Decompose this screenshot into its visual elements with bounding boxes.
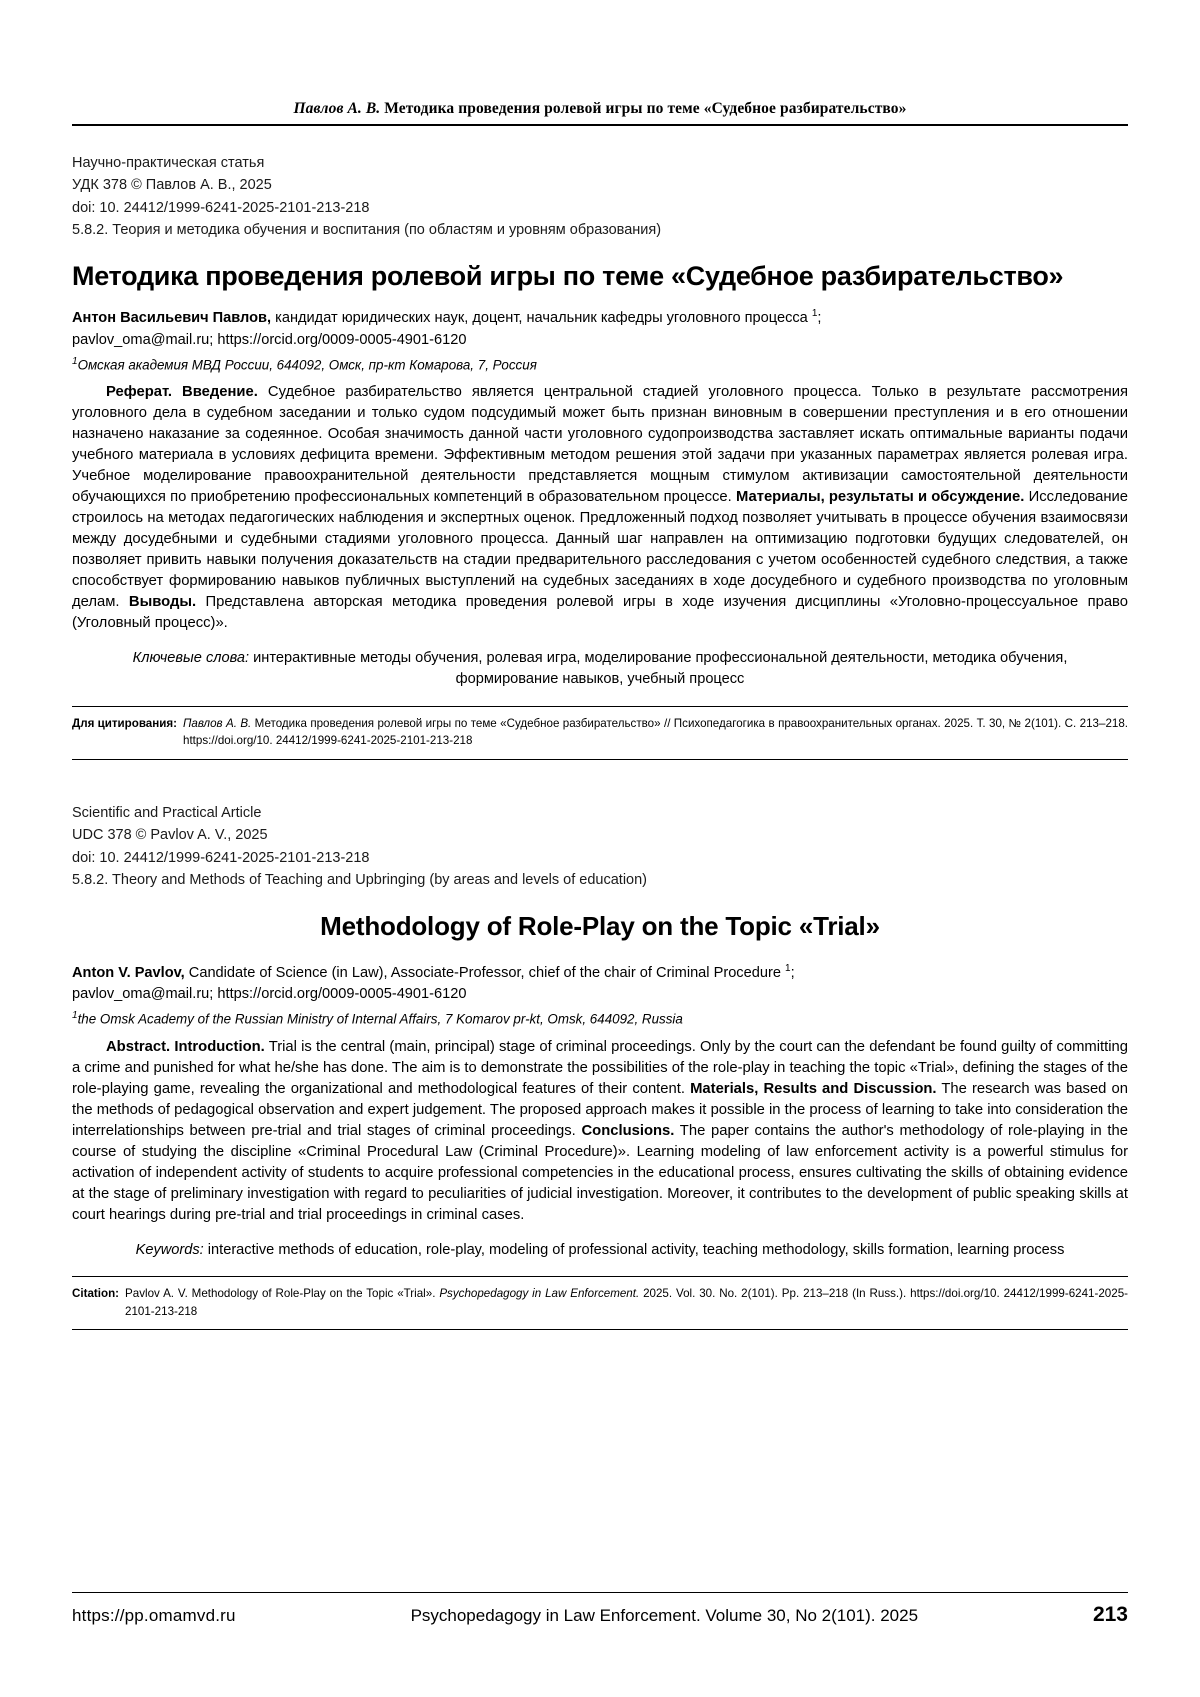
abstract-ru-b2: Материалы, результаты и обсуждение. <box>735 489 1025 506</box>
author-en <box>72 961 1128 1007</box>
running-head <box>72 100 1128 124</box>
meta-ru-line-2: УДК 378 © Павлов А. В., 2025 <box>72 177 272 194</box>
article-title-en: Methodology of Role-Play on the Topic «Trial» <box>320 911 880 942</box>
citation-ru-author: Павлов А. В. <box>183 716 252 730</box>
article-title-ru: Методика проведения ролевой игры по теме «Судебное разбирательство» <box>72 260 1064 291</box>
affiliation-text-en: the Omsk Academy of the Russian Ministry of Internal Affairs, 7 Komarov pr-kt, Omsk, 644092, Russia <box>77 1011 683 1027</box>
keywords-ru-label: Ключевые слова: <box>132 650 250 667</box>
meta-ru-line-3: doi: 10. 24412/1999-6241-2025-2101-213-218 <box>72 199 370 216</box>
meta-en-line-1: Scientific and Practical Article <box>72 804 262 821</box>
affiliation-ru <box>72 356 1128 372</box>
meta-en-line-2: UDC 378 © Pavlov A. V., 2025 <box>72 827 268 844</box>
author-name-en: Anton V. Pavlov, <box>72 964 185 981</box>
keywords-en <box>106 1240 1094 1261</box>
abstract-ru-p3: Представлена авторская методика проведения ролевой игры в ходе изучения дисциплины «Уголовно-процессуальное право (Уголовный процесс)». <box>72 594 1128 632</box>
footer-journal: Psychopedagogy in Law Enforcement. Volume 30, No 2(101). 2025 <box>410 1606 919 1625</box>
abstract-ru-lead: Реферат. Введение. <box>106 384 258 401</box>
citation-en-journal: Psychopedagogy in Law Enforcement. <box>439 1287 640 1301</box>
citation-ru-body: Методика проведения ролевой игры по теме «Судебное разбирательство» // Психопедагогика в правоохранительных органах. 2025. Т. 30, № 2(101). С. 213–218. https://doi.org/10. 24412/1999-6241-2025-2101-213-218 <box>183 716 1129 748</box>
english-section <box>72 802 1128 1331</box>
meta-en <box>72 802 1128 892</box>
abstract-ru-p1: Судебное разбирательство является центральной стадией уголовного процесса. Только в результате рассмотрения уголовного дела в судебном заседании и только судом подсудимый может быть признан виновным в совершении преступления и в его отношении назначено наказание за содеянное. Особая значимость данной части уголовного судопроизводства заставляет искать оптимальные варианты подачи учебного материала в условиях дефицита времени. Эффективным методом решения этой задачи при указанных параметрах является ролевая игра. Учебное моделирование правоохранительной деятельности представляется мощным стимулом активизации самостоятельной деятельности обучающихся по приобретению профессиональных компетенций в образовательном процессе. <box>72 384 1128 506</box>
meta-en-line-3: doi: 10. 24412/1999-6241-2025-2101-213-218 <box>72 849 370 866</box>
footer-rule <box>72 1592 1128 1593</box>
author-ru <box>72 306 1128 352</box>
citation-en-part1: Pavlov A. V. Methodology of Role-Play on the Topic «Trial». <box>125 1287 440 1301</box>
abstract-en-b2: Materials, Results and Discussion. <box>690 1080 937 1097</box>
header-rule <box>72 124 1128 126</box>
running-head-author: Павлов А. В. <box>293 100 381 117</box>
abstract-ru-p2: Исследование строилось на методах педагогических наблюдения и экспертных оценок. Предложенный подход позволяет учитывать в процессе обучения взаимосвязи между досудебными и судебными стадиями уголовного процесса. Данный шаг направлен на оптимизацию подготовки будущих следователей, он позволяет привить навыки получения доказательств на стадии предварительного расследования с учетом особенностей судебного следствия, а также способствует формированию навыков публичных выступлений на судебных заседаниях в ходе досудебного и судебного производства по уголовным делам. <box>72 489 1128 611</box>
author-punct-en: ; <box>790 964 795 981</box>
running-head-title: Методика проведения ролевой игры по теме «Судебное разбирательство» <box>380 100 907 117</box>
author-name-ru: Антон Васильевич Павлов, <box>72 310 272 327</box>
abstract-ru-b3: Выводы. <box>128 594 197 611</box>
page-footer <box>72 1592 1128 1627</box>
keywords-en-text: interactive methods of education, role-play, modeling of professional activity, teaching methodology, skills formation, learning process <box>203 1241 1065 1258</box>
citation-box-en <box>72 1276 1128 1330</box>
citation-ru-text <box>183 715 1128 750</box>
author-affil-marker-ru: 1 <box>811 308 818 320</box>
abstract-ru <box>72 382 1128 634</box>
meta-ru-line-4: 5.8.2. Теория и методика обучения и воспитания (по областям и уровням образования) <box>72 222 662 239</box>
page-content <box>72 100 1128 1330</box>
affiliation-en <box>72 1010 1128 1026</box>
author-punct-ru: ; <box>817 310 822 327</box>
citation-en-text <box>125 1285 1128 1320</box>
meta-ru <box>72 152 1128 242</box>
meta-ru-line-1: Научно-практическая статья <box>72 155 265 171</box>
author-contacts-ru[interactable]: pavlov_oma@mail.ru; https://orcid.org/0009-0005-4901-6120 <box>72 332 467 349</box>
footer-url[interactable]: https://pp.omamvd.ru <box>72 1606 236 1625</box>
abstract-en-p2: The research was based on the methods of pedagogical observation and expert judgement. The proposed approach makes it possible in the process of learning to take into consideration the interrelationships between pre-trial and trial stages of criminal proceedings. <box>72 1080 1128 1139</box>
author-role-en: Candidate of Science (in Law), Associate-Professor, chief of the chair of Criminal Procedure <box>184 964 785 981</box>
citation-en-label: Citation: <box>72 1287 120 1301</box>
affiliation-text-ru: Омская академия МВД России, 644092, Омск, пр-кт Комарова, 7, Россия <box>77 357 537 373</box>
citation-ru-label: Для цитирования: <box>72 716 178 730</box>
author-contacts-en[interactable]: pavlov_oma@mail.ru; https://orcid.org/0009-0005-4901-6120 <box>72 986 467 1003</box>
keywords-en-label: Keywords: <box>135 1241 204 1258</box>
citation-box-ru <box>72 706 1128 760</box>
author-affil-marker-en: 1 <box>785 962 791 974</box>
abstract-en-p3: The paper contains the author's methodology of role-playing in the course of studying the discipline «Criminal Procedural Law (Criminal Procedure)». Learning modeling of law enforcement activity is a powerful stimulus for activation of independent activity of students to acquire professional competencies in the educational process, ensures cultivating the skills of obtaining evidence at the stage of preliminary investigation with regard to peculiarities of judicial investigation. Moreover, it contributes to the development of public speaking skills at court hearings during pre-trial and trial proceedings in criminal cases. <box>72 1122 1128 1223</box>
page-number: 213 <box>1092 1603 1128 1626</box>
abstract-en-lead: Abstract. Introduction. <box>106 1038 265 1055</box>
citation-en-part2: 2025. Vol. 30. No. 2(101). Pp. 213–218 (In Russ.). https://doi.org/10. 24412/1999-6241-2025-2101-213-218 <box>125 1287 1129 1318</box>
meta-en-line-4: 5.8.2. Theory and Methods of Teaching and Upbringing (by areas and levels of education) <box>72 872 648 888</box>
abstract-en-p1: Trial is the central (main, principal) stage of criminal proceedings. Only by the court can the defendant be found guilty of committing a crime and punished for what he/she has done. The aim is to demonstrate the possibilities of the role-play in teaching the topic «Trial», defining the stages of the role-playing game, revealing the organizational and methodological features of their content. <box>72 1038 1129 1097</box>
abstract-en-b3: Conclusions. <box>581 1122 675 1139</box>
affiliation-marker-en: 1 <box>72 1010 78 1022</box>
author-role-ru: кандидат юридических наук, доцент, начальник кафедры уголовного процесса <box>271 310 812 327</box>
abstract-en <box>72 1037 1128 1226</box>
affiliation-marker-ru: 1 <box>72 355 78 367</box>
keywords-ru-text: интерактивные методы обучения, ролевая игра, моделирование профессиональной деятельности, методика обучения, формирование навыков, учебный процесс <box>249 650 1068 688</box>
keywords-ru <box>106 648 1094 689</box>
